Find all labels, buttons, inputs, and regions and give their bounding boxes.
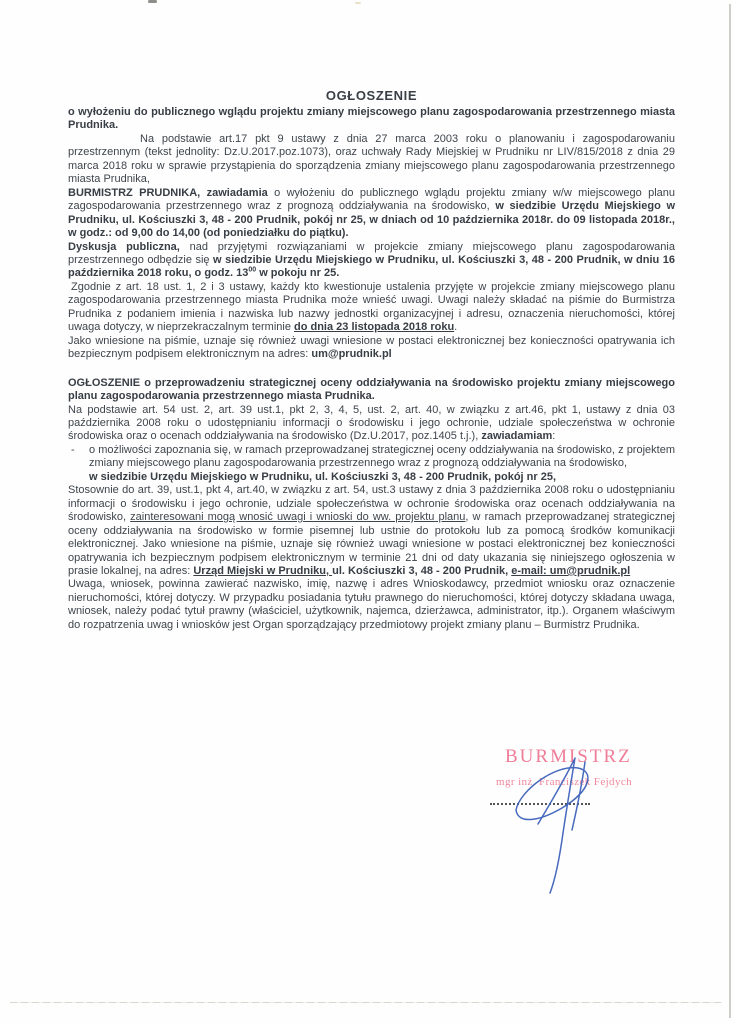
scan-edge-right-line bbox=[729, 4, 731, 1018]
page-title: OGŁOSZENIE bbox=[325, 88, 418, 103]
paragraph-burmistrz-notice: BURMISTRZ PRUDNIKA, zawiadamia o wyłożeniu do publicznego wglądu projektu zmiany w/w miejscowego planu zagospodarowania przestrzennego wraz z prognozą oddziaływania na środowisko, w siedzibie Urzędu Miejskiego w Prudniku, ul. Kościuszki 3, 48 - 200 Prudnik, pokój nr 25, w dniach od 10 października 2018r. do 09 listopada 2018r., w godz.: od 9,00 do 14,00 (od poniedziałku do piątku). bbox=[68, 186, 675, 240]
scan-edge-bottom-line bbox=[10, 1002, 722, 1003]
section2-heading: OGŁOSZENIE o przeprowadzeniu strategicznej oceny oddziaływania na środowisko projektu zmiany miejscowego planu zagospodarowania przestrzennego miasta Prudnika. bbox=[68, 376, 675, 403]
signature-scribble bbox=[498, 752, 613, 897]
paragraph-env-legal-basis: Na podstawie art. 54 ust. 2, art. 39 ust.1, pkt 2, 3, 4, 5, ust. 2, art. 40, w związku z art.46, pkt 1, ustawy z dnia 03 października 2008 roku o udostępnianiu informacji o środowisku i jego ochronie, udziale społeczeństwa w ochronie środowiska oraz o ocenach oddziaływania na środowisko (Dz.U.2017, poz.1405 t.j.), zawiadamiam: bbox=[68, 403, 675, 443]
list-dash: - bbox=[71, 443, 75, 456]
list-item-text: o możliwości zapoznania się, w ramach przeprowadzanej strategicznej oceny oddziaływania na środowisko, z projektem zmiany miejscowego planu zagospodarowania przestrzennego wraz z prognozą oddziaływania na środowisko, bbox=[89, 443, 675, 470]
document-body bbox=[68, 88, 675, 632]
office-address-line: w siedzibie Urzędu Miejskiego w Prudniku, ul. Kościuszki 3, 48 - 200 Prudnik, pokój nr 25, bbox=[89, 470, 557, 483]
list-item-review-possibility bbox=[68, 444, 675, 471]
subtitle: o wyłożeniu do publicznego wglądu projektu zmiany miejscowego planu zagospodarowania przestrzennego miasta Prudnika. bbox=[68, 106, 675, 132]
paragraph-submission-requirements: Uwaga, wniosek, powinna zawierać nazwisko, imię, nazwę i adres Wnioskodawcy, przedmiot wniosku oraz oznaczenie nieruchomości, której dotyczy. W przypadku posiadania tytułu prawnego do nieruchomości, której dotyczy składana uwaga, wniosek, należy podać tytuł prawny (właściciel, użytkownik, najemca, dzierżawca, administrator, itp.). Organem właściwym do rozpatrzenia uwag i wniosków jest Organ sporządzający przedmiotowy projekt zmiany planu – Burmistrz Prudnika. bbox=[68, 578, 675, 631]
paragraph-legal-basis: Na podstawie art.17 pkt 9 ustawy z dnia 27 marca 2003 roku o planowaniu i zagospodarowaniu przestrzennym (tekst jednolity: Dz.U.2017.poz.1073), oraz uchwały Rady Miejskiej w Prudniku nr LIV/815/2018 z dnia 29 marca 2018 roku w sprawie przystąpienia do sporządzenia zmiany miejscowego planu zagospodarowania przestrzennego miasta Prudnika, bbox=[68, 132, 675, 186]
paragraph-electronic-submissions: Jako wniesione na piśmie, uznaje się również uwagi wniesione w postaci elektronicznej bez konieczności opatrywania ich bezpiecznym podpisem elektronicznym na adres: um@prudnik.pl bbox=[68, 334, 675, 361]
scan-speck-top-left bbox=[148, 0, 157, 3]
mayor-stamp-name: mgr inż. Franciszek Fejdych bbox=[496, 776, 633, 788]
paragraph-objections-deadline: Zgodnie z art. 18 ust. 1, 2 i 3 ustawy, każdy kto kwestionuje ustalenia przyjęte w projekcie zmiany miejscowego planu zagospodarowania przestrzennego miasta Prudnika może wnieść uwagi. Uwagi należy składać na piśmie do Burmistrza Prudnika z podaniem imienia i nazwiska lub nazwy jednostki organizacyjnej i adresu, oznaczenia nieruchomości, której uwaga dotyczy, w nieprzekraczalnym terminie do dnia 23 listopada 2018 roku. bbox=[68, 280, 675, 334]
paragraph-public-discussion: Dyskusja publiczna, nad przyjętymi rozwiązaniami w projekcie zmiany miejscowego planu zagospodarowania przestrzennego odbędzie się w siedzibie Urzędu Miejskiego w Prudniku, ul. Kościuszki 3, 48 - 200 Prudnik, w dniu 16 października 2018 roku, o godz. $13^{00}$ w pokoju nr 25. bbox=[68, 240, 675, 280]
scan-speck-top-center bbox=[355, 2, 361, 4]
mayor-stamp-title: BURMISTRZ bbox=[505, 746, 632, 767]
paragraph-comments-procedure: Stosownie do art. 39, ust.1, pkt 4, art.40, w związku z art. 54, ust.3 ustawy z dnia 3 października 2008 roku o udostępnianiu informacji o środowisku i jego ochronie, udziale społeczeństwa w ochronie środowiska oraz ocenach oddziaływania na środowisko, zainteresowani mogą wnosić uwagi i wnioski do ww. projektu planu, w ramach przeprowadzanej strategicznej oceny oddziaływania na środowisko w formie pisemnej lub ustnie do protokołu lub za pomocą środków komunikacji elektronicznej. Jako wniesione na piśmie, uznaje się również uwagi wniesione w postaci elektronicznej bez konieczności opatrywania ich bezpiecznym podpisem elektronicznym w terminie 21 dni od daty ukazania się niniejszego ogłoszenia w prasie lokalnej, na adres: Urząd Miejski w Prudniku, ul. Kościuszki 3, 48 - 200 Prudnik, e-mail: um@prudnik.pl bbox=[68, 484, 675, 577]
